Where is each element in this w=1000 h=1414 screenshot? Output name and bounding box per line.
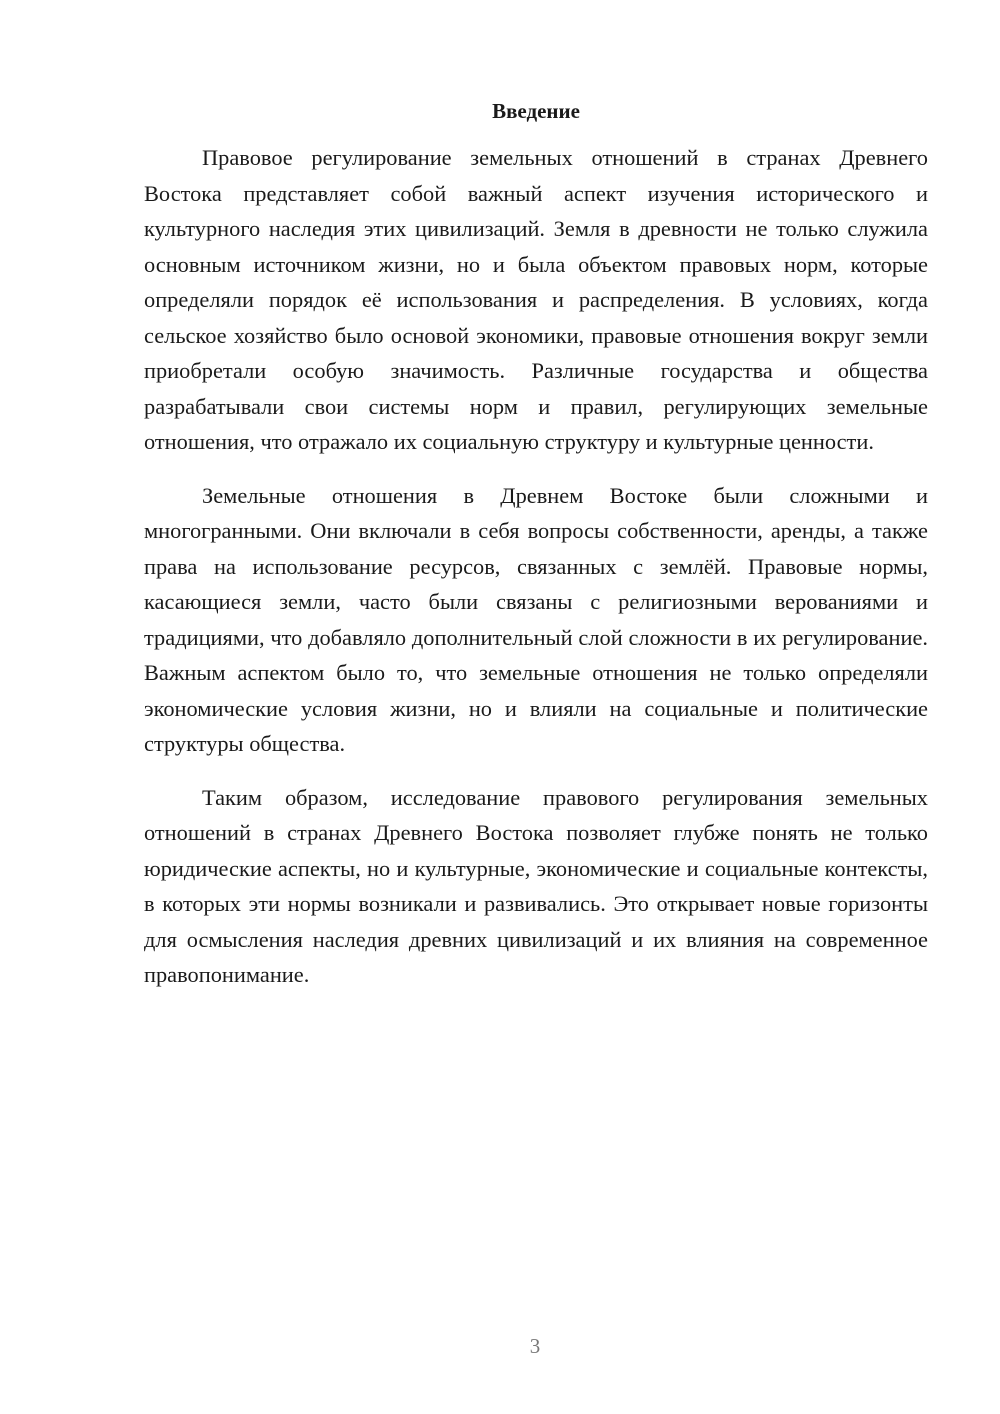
paragraph-1: Правовое регулирование земельных отношений в странах Древнего Востока представляет собой важный аспект изучения исторического и культурного наследия этих цивилизаций. Земля в древности не только служила основным источником жизни, но и была объектом правовых норм, которые определяли порядок её использования и распределения. В условиях, когда сельское хозяйство было основой экономики, правовые отношения вокруг земли приобретали особую значимость. Различные государства и общества разрабатывали свои системы норм и правил, регулирующих земельные отношения, что отражало их социальную структуру и культурные ценности. [144, 145, 928, 454]
paragraph-2: Земельные отношения в Древнем Востоке были сложными и многогранными. Они включали в себя вопросы собственности, аренды, а также права на использование ресурсов, связанных с землёй. Правовые нормы, касающиеся земли, часто были связаны с религиозными верованиями и традициями, что добавляло дополнительный слой сложности в их регулирование. Важным аспектом было то, что земельные отношения не только определяли экономические условия жизни, но и влияли на социальные и политические структуры общества. [144, 482, 928, 756]
paragraph-3: Таким образом, исследование правового регулирования земельных отношений в странах Древнего Востока позволяет глубже понять не только юридические аспекты, но и культурные, экономические и социальные контексты, в которых эти нормы возникали и развивались. Это открывает новые горизонты для осмысления наследия древних цивилизаций и их влияния на современное правопонимание. [144, 784, 928, 987]
page-number: 3 [529, 1334, 541, 1358]
section-heading: Введение [492, 99, 580, 123]
page-content [144, 96, 928, 993]
